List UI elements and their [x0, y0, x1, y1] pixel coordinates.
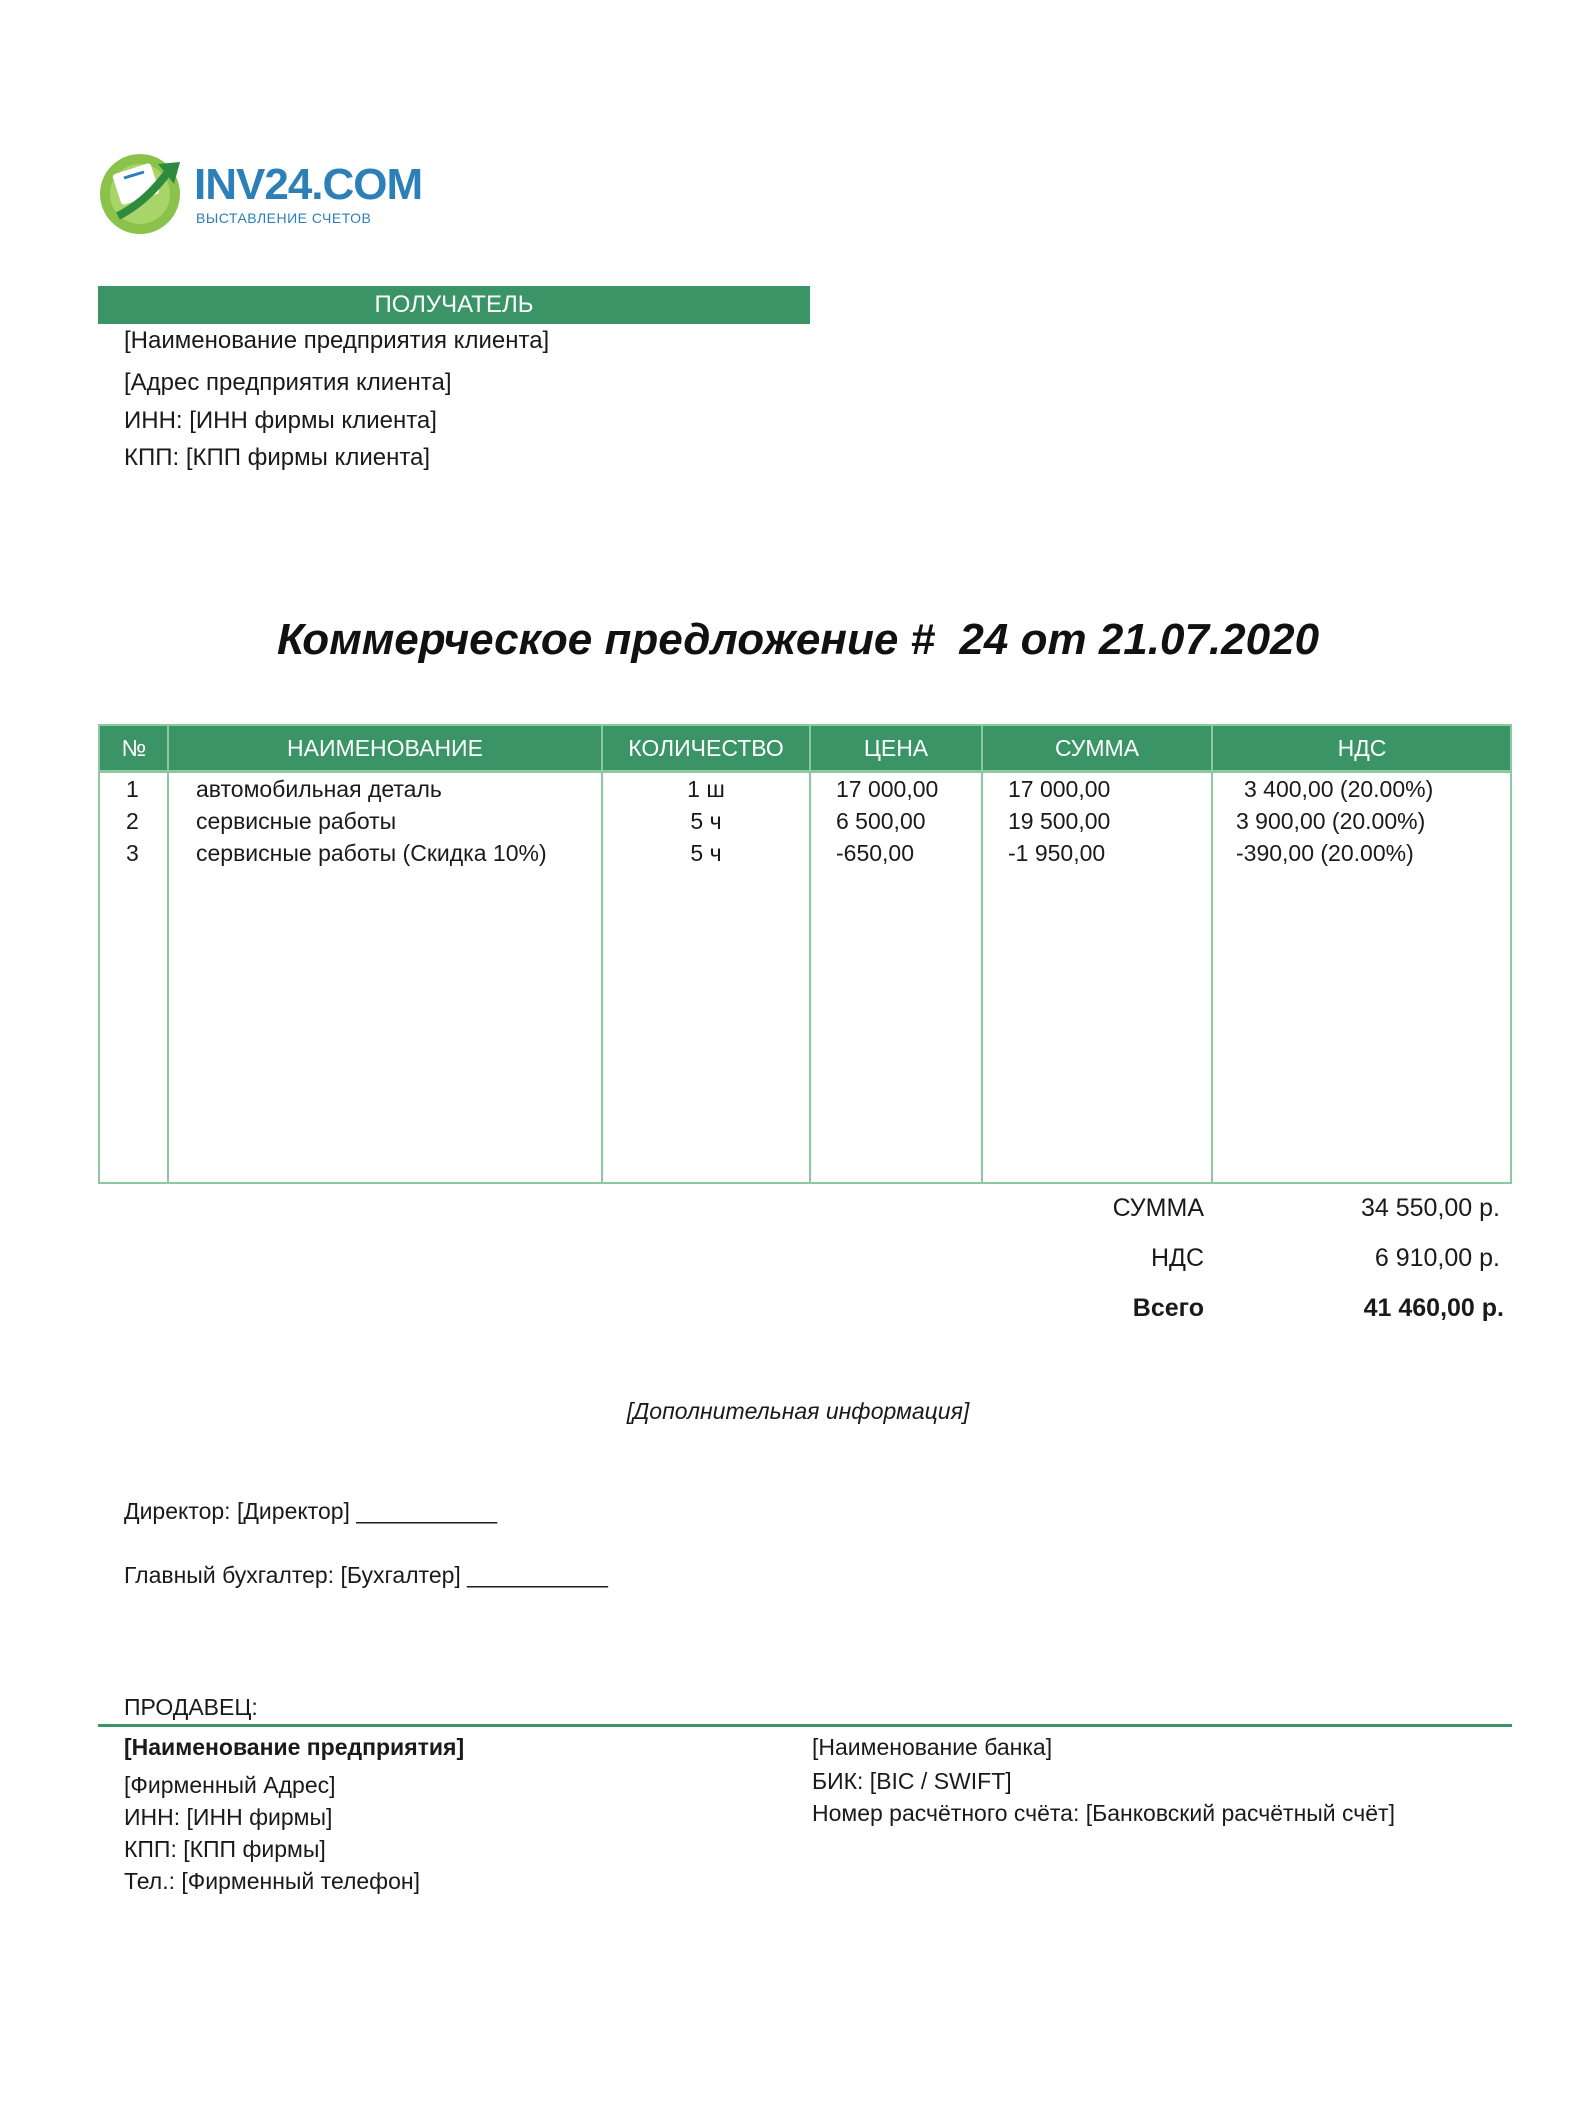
row-3-quantity: 5 ч [690, 840, 722, 866]
director-signature: Директор: [Директор] ___________ [124, 1498, 498, 1524]
vat-total-value: 6 910,00 р. [1374, 1244, 1500, 1272]
seller-address: [Фирменный Адрес] [124, 1772, 336, 1798]
recipient-company: [Наименование предприятия клиента] [124, 327, 550, 354]
row-3-sum: -1 950,00 [1008, 840, 1106, 866]
row-2-name: сервисные работы [196, 808, 397, 834]
header-vat: НДС [1337, 735, 1387, 761]
row-1-sum: 17 000,00 [1008, 776, 1111, 802]
seller-bank: [Наименование банка] [812, 1734, 1053, 1760]
seller-header: ПРОДАВЕЦ: [124, 1694, 258, 1720]
header-price: ЦЕНА [863, 735, 929, 761]
table-header [100, 726, 1510, 770]
recipient-header: ПОЛУЧАТЕЛЬ [98, 286, 810, 324]
header-number: № [121, 735, 147, 761]
row-1-number: 1 [126, 776, 139, 802]
row-1-name: автомобильная деталь [196, 776, 442, 802]
company-logo [98, 150, 423, 240]
logo-icon [98, 150, 188, 236]
row-3-number: 3 [126, 840, 139, 866]
subtotal-label: СУММА [1112, 1194, 1204, 1222]
row-1-quantity: 1 ш [687, 776, 725, 802]
row-3-price: -650,00 [836, 840, 915, 866]
seller-inn: ИНН: [ИНН фирмы] [124, 1804, 333, 1830]
seller-account: Номер расчётного счёта: [Банковский расчётный счёт] [812, 1800, 1395, 1826]
row-2-quantity: 5 ч [690, 808, 722, 834]
items-table [98, 724, 1512, 1184]
logo-tagline: ВЫСТАВЛЕНИЕ СЧЕТОВ [196, 210, 372, 226]
document-title: Коммерческое предложение # 24 от 21.07.2020 [276, 615, 1320, 664]
row-1-price: 17 000,00 [836, 776, 939, 802]
additional-info: [Дополнительная информация] [626, 1398, 970, 1424]
column-divider [167, 726, 169, 1182]
row-2-sum: 19 500,00 [1008, 808, 1111, 834]
header-quantity: КОЛИЧЕСТВО [628, 735, 784, 761]
seller-bik: БИК: [BIC / SWIFT] [812, 1768, 1012, 1794]
recipient-inn: ИНН: [ИНН фирмы клиента] [124, 407, 437, 434]
seller-phone: Тел.: [Фирменный телефон] [124, 1868, 420, 1894]
row-2-price: 6 500,00 [836, 808, 926, 834]
seller-company: [Наименование предприятия] [124, 1734, 465, 1760]
grand-total-label: Всего [1132, 1294, 1204, 1322]
seller-divider [98, 1724, 1512, 1727]
subtotal-value: 34 550,00 р. [1360, 1194, 1500, 1222]
column-divider [1211, 726, 1213, 1182]
accountant-signature: Главный бухгалтер: [Бухгалтер] ___________ [124, 1562, 608, 1588]
recipient-address: [Адрес предприятия клиента] [124, 369, 452, 396]
header-sum: СУММА [1054, 735, 1140, 761]
row-2-number: 2 [126, 808, 139, 834]
seller-kpp: КПП: [КПП фирмы] [124, 1836, 326, 1862]
row-2-vat: 3 900,00 (20.00%) [1236, 808, 1426, 834]
header-divider [100, 770, 1510, 773]
grand-total-value: 41 460,00 р. [1363, 1294, 1504, 1322]
header-name: НАИМЕНОВАНИЕ [287, 735, 483, 761]
row-1-vat: 3 400,00 (20.00%) [1244, 776, 1434, 802]
row-3-vat: -390,00 (20.00%) [1236, 840, 1414, 866]
column-divider [981, 726, 983, 1182]
vat-total-label: НДС [1150, 1244, 1204, 1272]
recipient-kpp: КПП: [КПП фирмы клиента] [124, 444, 431, 471]
logo-name: INV24.COM [194, 160, 423, 209]
row-3-name: сервисные работы (Скидка 10%) [196, 840, 547, 866]
